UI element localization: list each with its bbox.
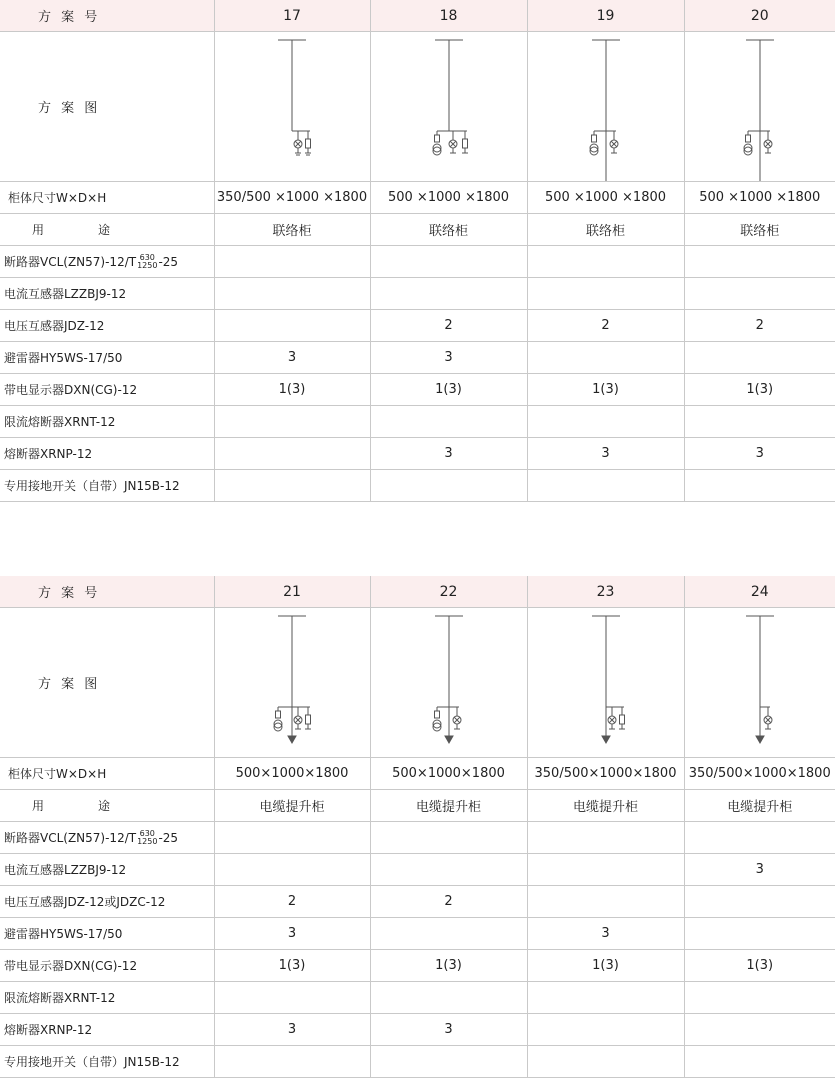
component-row [0,406,835,438]
scheme-diagram-cell [370,32,527,182]
component-qty: 2 [370,886,527,918]
wiring-diagram-24 [720,608,800,757]
scheme-number-row [0,0,835,32]
scheme-table-2 [0,576,835,1078]
scheme-number: 19 [527,0,684,32]
component-qty [527,886,684,918]
component-qty [370,278,527,310]
cabinet-size: 500 ×1000 ×1800 [370,182,527,214]
scheme-diagram-row [0,32,835,182]
component-qty [684,406,835,438]
component-qty [370,470,527,502]
usage-row [0,790,835,822]
scheme-number: 23 [527,576,684,608]
component-qty: 3 [527,918,684,950]
component-qty [527,470,684,502]
scheme-diagram-cell [684,32,835,182]
component-row [0,374,835,406]
component-qty [370,1046,527,1078]
component-qty: 2 [370,310,527,342]
wiring-diagram-20 [720,32,800,181]
component-qty: 3 [214,342,370,374]
component-qty [370,406,527,438]
component-row [0,854,835,886]
breaker-row [0,246,835,278]
component-qty [214,982,370,1014]
cabinet-size: 500 ×1000 ×1800 [684,182,835,214]
component-qty [684,982,835,1014]
component-qty: 1(3) [370,374,527,406]
component-row [0,278,835,310]
component-qty: 1(3) [684,374,835,406]
wiring-diagram-21 [252,608,332,757]
component-qty [527,1014,684,1046]
wiring-diagram-18 [409,32,489,181]
component-qty: 3 [527,438,684,470]
component-qty: 1(3) [214,374,370,406]
usage-value: 电缆提升柜 [370,790,527,822]
component-qty: 1(3) [527,950,684,982]
component-qty: 2 [527,310,684,342]
component-label: 电流互感器LZZBJ9-12 [0,854,214,886]
component-qty [214,278,370,310]
scheme-number: 20 [684,0,835,32]
scheme-diagram-label: 方 案 图 [0,32,214,182]
scheme-diagram-cell [684,608,835,758]
component-qty: 3 [684,438,835,470]
component-qty [527,1046,684,1078]
component-qty [684,470,835,502]
component-qty: 2 [684,310,835,342]
scheme-number-row [0,576,835,608]
usage-value: 联络柜 [527,214,684,246]
component-qty: 2 [214,886,370,918]
component-row [0,918,835,950]
component-qty [684,1046,835,1078]
breaker-row [0,822,835,854]
component-label: 限流熔断器XRNT-12 [0,982,214,1014]
component-qty [527,342,684,374]
breaker-label: 断路器VCL(ZN57)-12/T 630 1250 -25 [0,246,214,278]
component-qty: 3 [214,1014,370,1046]
component-label: 电压互感器JDZ-12 [0,310,214,342]
component-row [0,982,835,1014]
component-label: 电流互感器LZZBJ9-12 [0,278,214,310]
breaker-value [684,246,835,278]
component-qty: 3 [370,1014,527,1046]
usage-value: 联络柜 [370,214,527,246]
component-label: 避雷器HY5WS-17/50 [0,342,214,374]
component-qty [214,438,370,470]
component-row [0,310,835,342]
wiring-diagram-19 [566,32,646,181]
breaker-value [214,822,370,854]
breaker-value [527,822,684,854]
usage-value: 电缆提升柜 [684,790,835,822]
scheme-number: 21 [214,576,370,608]
cabinet-size: 350/500×1000×1800 [684,758,835,790]
component-qty [370,918,527,950]
component-qty [527,406,684,438]
usage-label: 用 途 [0,214,214,246]
cabinet-size-row [0,758,835,790]
component-qty: 3 [214,918,370,950]
cabinet-size: 500×1000×1800 [214,758,370,790]
component-qty [214,470,370,502]
breaker-value [370,822,527,854]
scheme-number-label: 方 案 号 [0,576,214,608]
breaker-value [214,246,370,278]
scheme-diagram-cell [214,32,370,182]
component-qty [684,342,835,374]
scheme-number: 22 [370,576,527,608]
component-qty [214,406,370,438]
component-qty [684,1014,835,1046]
wiring-diagram-23 [566,608,646,757]
component-qty: 1(3) [214,950,370,982]
usage-value: 电缆提升柜 [527,790,684,822]
cabinet-size-label: 柜体尺寸W×D×H [0,758,214,790]
scheme-diagram-cell [370,608,527,758]
cabinet-size: 350/500 ×1000 ×1800 [214,182,370,214]
component-label: 专用接地开关（自带）JN15B-12 [0,470,214,502]
component-row [0,438,835,470]
component-qty [214,310,370,342]
scheme-diagram-cell [527,32,684,182]
component-row [0,1046,835,1078]
component-label: 带电显示器DXN(CG)-12 [0,374,214,406]
component-qty [527,854,684,886]
component-label: 带电显示器DXN(CG)-12 [0,950,214,982]
cabinet-size-row [0,182,835,214]
cabinet-size: 500×1000×1800 [370,758,527,790]
component-qty [684,918,835,950]
usage-value: 联络柜 [214,214,370,246]
component-qty: 1(3) [684,950,835,982]
wiring-diagram-17 [252,32,332,181]
breaker-value [527,246,684,278]
scheme-number: 17 [214,0,370,32]
scheme-diagram-cell [527,608,684,758]
component-qty: 1(3) [527,374,684,406]
scheme-number: 18 [370,0,527,32]
usage-row [0,214,835,246]
usage-value: 联络柜 [684,214,835,246]
cabinet-size: 500 ×1000 ×1800 [527,182,684,214]
usage-label: 用 途 [0,790,214,822]
component-qty [684,278,835,310]
component-qty [684,886,835,918]
cabinet-size: 350/500×1000×1800 [527,758,684,790]
cabinet-size-label: 柜体尺寸W×D×H [0,182,214,214]
component-label: 避雷器HY5WS-17/50 [0,918,214,950]
scheme-diagram-cell [214,608,370,758]
usage-value: 电缆提升柜 [214,790,370,822]
component-row [0,342,835,374]
component-row [0,886,835,918]
component-row [0,950,835,982]
breaker-value [370,246,527,278]
scheme-number-label: 方 案 号 [0,0,214,32]
component-label: 限流熔断器XRNT-12 [0,406,214,438]
component-qty [527,982,684,1014]
breaker-label: 断路器VCL(ZN57)-12/T 630 1250 -25 [0,822,214,854]
component-row [0,1014,835,1046]
component-label: 电压互感器JDZ-12或JDZC-12 [0,886,214,918]
component-label: 专用接地开关（自带）JN15B-12 [0,1046,214,1078]
component-qty [214,1046,370,1078]
breaker-value [684,822,835,854]
component-qty [527,278,684,310]
component-label: 熔断器XRNP-12 [0,438,214,470]
component-qty: 1(3) [370,950,527,982]
scheme-number: 24 [684,576,835,608]
component-qty: 3 [684,854,835,886]
scheme-diagram-label: 方 案 图 [0,608,214,758]
component-qty: 3 [370,342,527,374]
scheme-diagram-row [0,608,835,758]
component-qty [370,854,527,886]
component-qty: 3 [370,438,527,470]
scheme-table-1 [0,0,835,502]
component-qty [214,854,370,886]
component-qty [370,982,527,1014]
component-label: 熔断器XRNP-12 [0,1014,214,1046]
wiring-diagram-22 [409,608,489,757]
component-row [0,470,835,502]
